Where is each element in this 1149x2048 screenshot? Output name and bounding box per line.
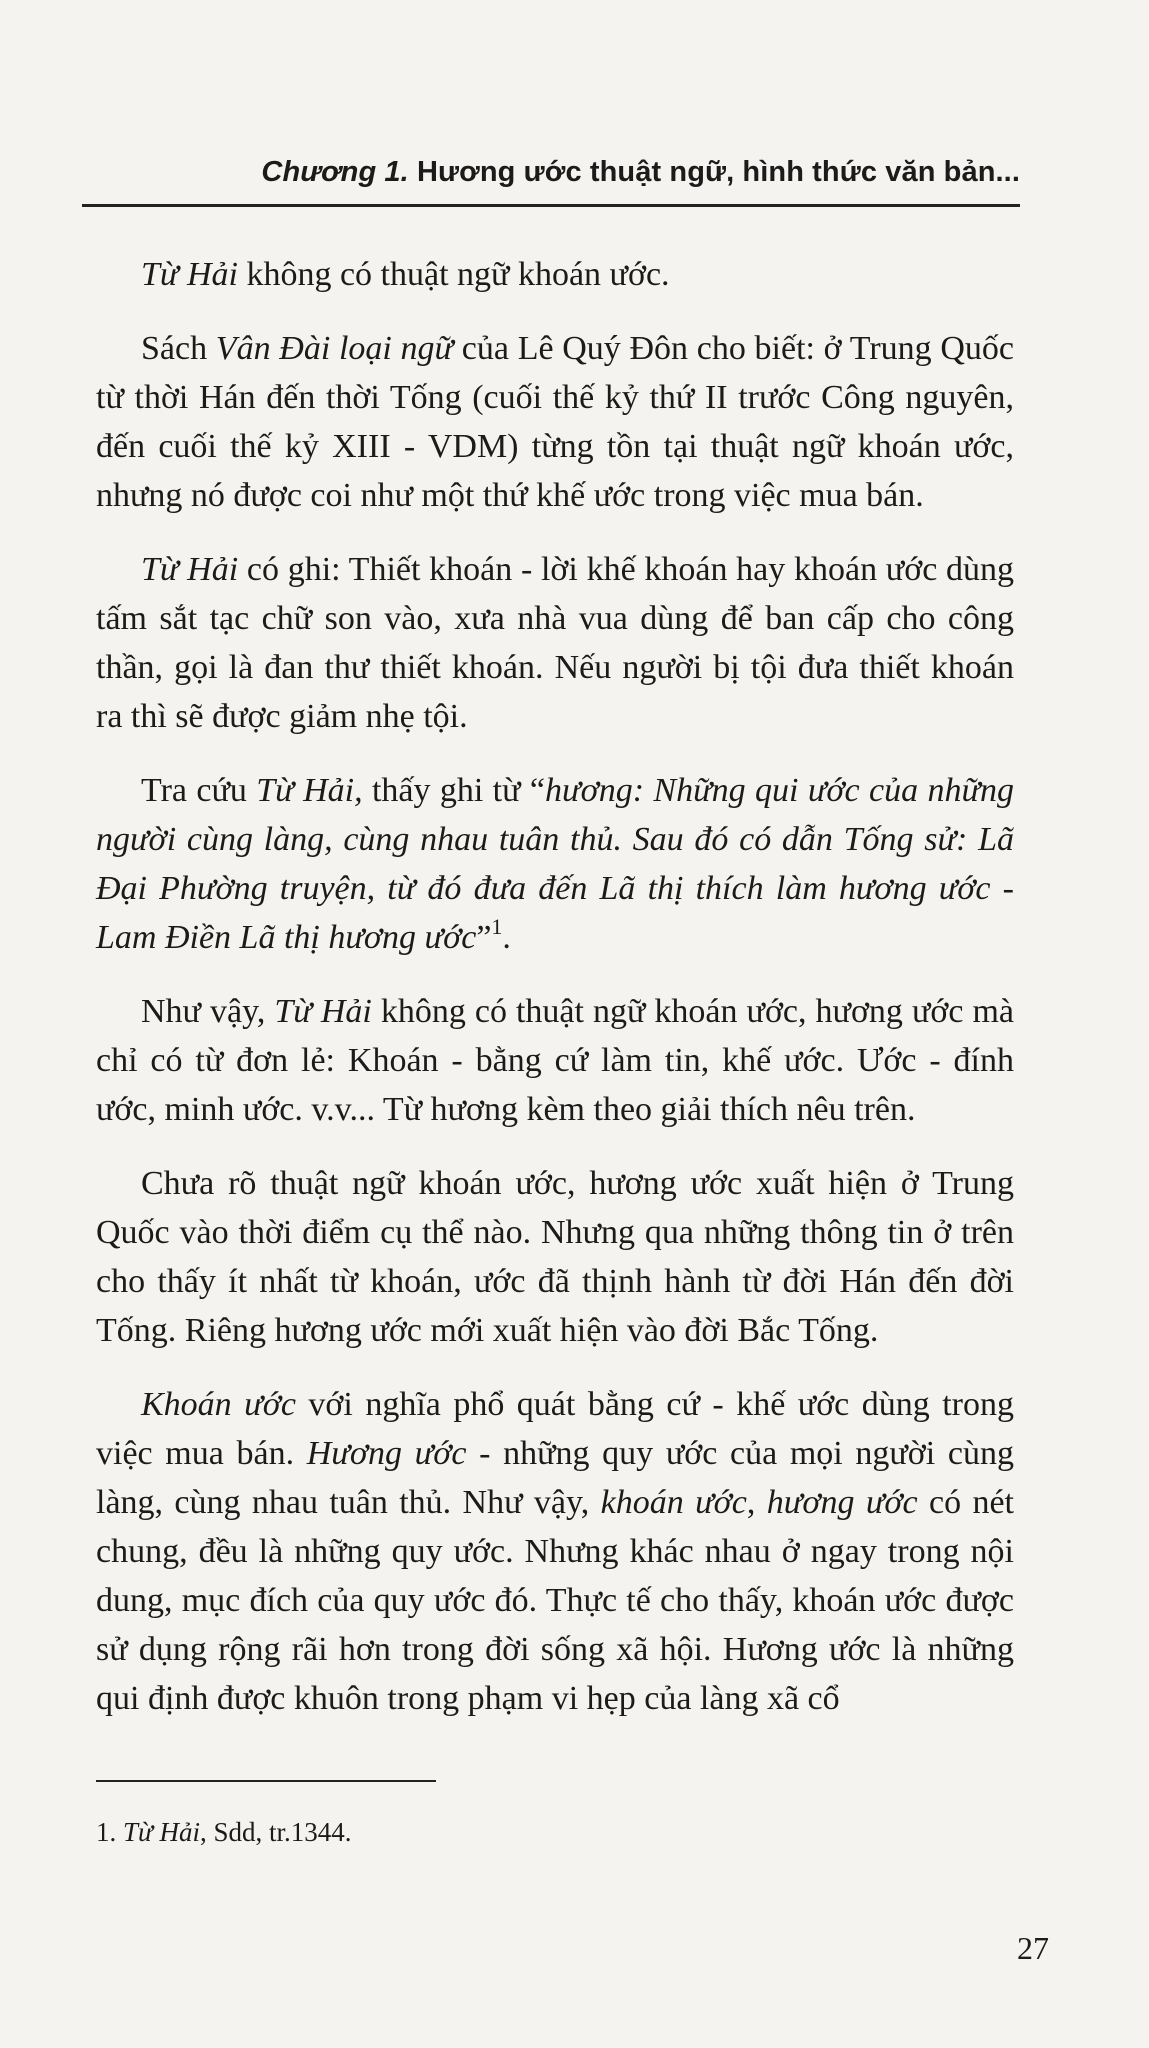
italic-text: Từ Hải, (256, 772, 363, 809)
footnote-reference: , Sdd, tr.1344. (200, 1817, 352, 1847)
text-run: thấy ghi từ “ (362, 772, 546, 809)
italic-text: Từ Hải (141, 551, 239, 588)
text-run: Tra cứu (141, 772, 257, 809)
running-header (82, 156, 1020, 207)
paragraph (96, 1380, 1014, 1723)
paragraph (96, 766, 1014, 962)
footnote (96, 1815, 352, 1849)
italic-text: hương ước (766, 1484, 918, 1521)
text-run: , (746, 1484, 767, 1521)
footnote-source: Từ Hải (123, 1817, 200, 1847)
italic-text: Từ Hải (141, 256, 238, 293)
paragraph (96, 250, 1014, 299)
text-run: ” (476, 919, 492, 956)
text-run: có ghi: Thiết khoán - lời khế khoán hay khoán ước dùng tấm sắt tạc chữ son vào, xưa nhà vua dùng để ban cấp cho công thần, gọi là đan thư thiết khoán. Nếu người bị tội đưa thiết khoán ra thì sẽ được giảm nhẹ tội. (96, 551, 1014, 735)
text-run: . (502, 919, 511, 956)
text-run: không có thuật ngữ khoán ước. (237, 256, 670, 293)
italic-text: hương: Những qui ước của những người cùng làng, cùng nhau tuân thủ. Sau đó có dẫn Tống sử: Lã Đại Phường truyện, từ đó đưa đến Lã thị thích làm hương ước - Lam Điền Lã thị hương ước (96, 772, 1014, 956)
footnote-marker: 1 (491, 914, 503, 939)
chapter-title: Hương ước thuật ngữ, hình thức văn bản... (417, 156, 1020, 188)
italic-text: Hương ước (306, 1435, 467, 1472)
text-run: Sách (141, 330, 216, 367)
paragraph (96, 324, 1014, 520)
running-head-text (261, 156, 1020, 189)
text-run: Như vậy, (141, 993, 275, 1030)
text-run: - những quy ước của mọi người cùng làng, cùng nhau tuân thủ. Như vậy, (96, 1435, 1014, 1521)
text-run: Chưa rõ thuật ngữ khoán ước, hương ước xuất hiện ở Trung Quốc vào thời điểm cụ thể nào. Nhưng qua những thông tin ở trên cho thấy ít nhất từ khoán, ước đã thịnh hành từ đời Hán đến đời Tống. Riêng hương ước mới xuất hiện vào đời Bắc Tống. (96, 1165, 1014, 1349)
chapter-label: Chương 1. (261, 156, 409, 188)
page-number: 27 (1017, 1930, 1049, 1966)
text-run: có nét chung, đều là những quy ước. Nhưng khác nhau ở ngay trong nội dung, mục đích của quy ước đó. Thực tế cho thấy, khoán ước được sử dụng rộng rãi hơn trong đời sống xã hội. Hương ước là những qui định được khuôn trong phạm vi hẹp của làng xã cổ (96, 1484, 1014, 1717)
italic-text: khoán ước (600, 1484, 747, 1521)
italic-text: Từ Hải (274, 993, 372, 1030)
italic-text: Vân Đài loại ngữ (215, 330, 454, 367)
text-run: không có thuật ngữ khoán ước, hương ước mà chỉ có từ đơn lẻ: Khoán - bằng cứ làm tin, khế ước. Ước - đính ước, minh ước. v.v... Từ hương kèm theo giải thích nêu trên. (96, 993, 1014, 1128)
paragraph (96, 1159, 1014, 1355)
paragraph (96, 545, 1014, 741)
italic-text: Khoán ước (141, 1386, 296, 1423)
paragraph (96, 987, 1014, 1134)
footnote-number: 1. (96, 1817, 117, 1847)
body-text (96, 250, 1014, 1723)
footnote-divider (96, 1780, 436, 1782)
text-run: với nghĩa phổ quát bằng cứ - khế ước dùng trong việc mua bán. (96, 1386, 1014, 1472)
text-run: của Lê Quý Đôn cho biết: ở Trung Quốc từ thời Hán đến thời Tống (cuối thế kỷ thứ II trước Công nguyên, đến cuối thế kỷ XIII - VDM) từng tồn tại thuật ngữ khoán ước, nhưng nó được coi như một thứ khế ước trong việc mua bán. (96, 330, 1014, 514)
